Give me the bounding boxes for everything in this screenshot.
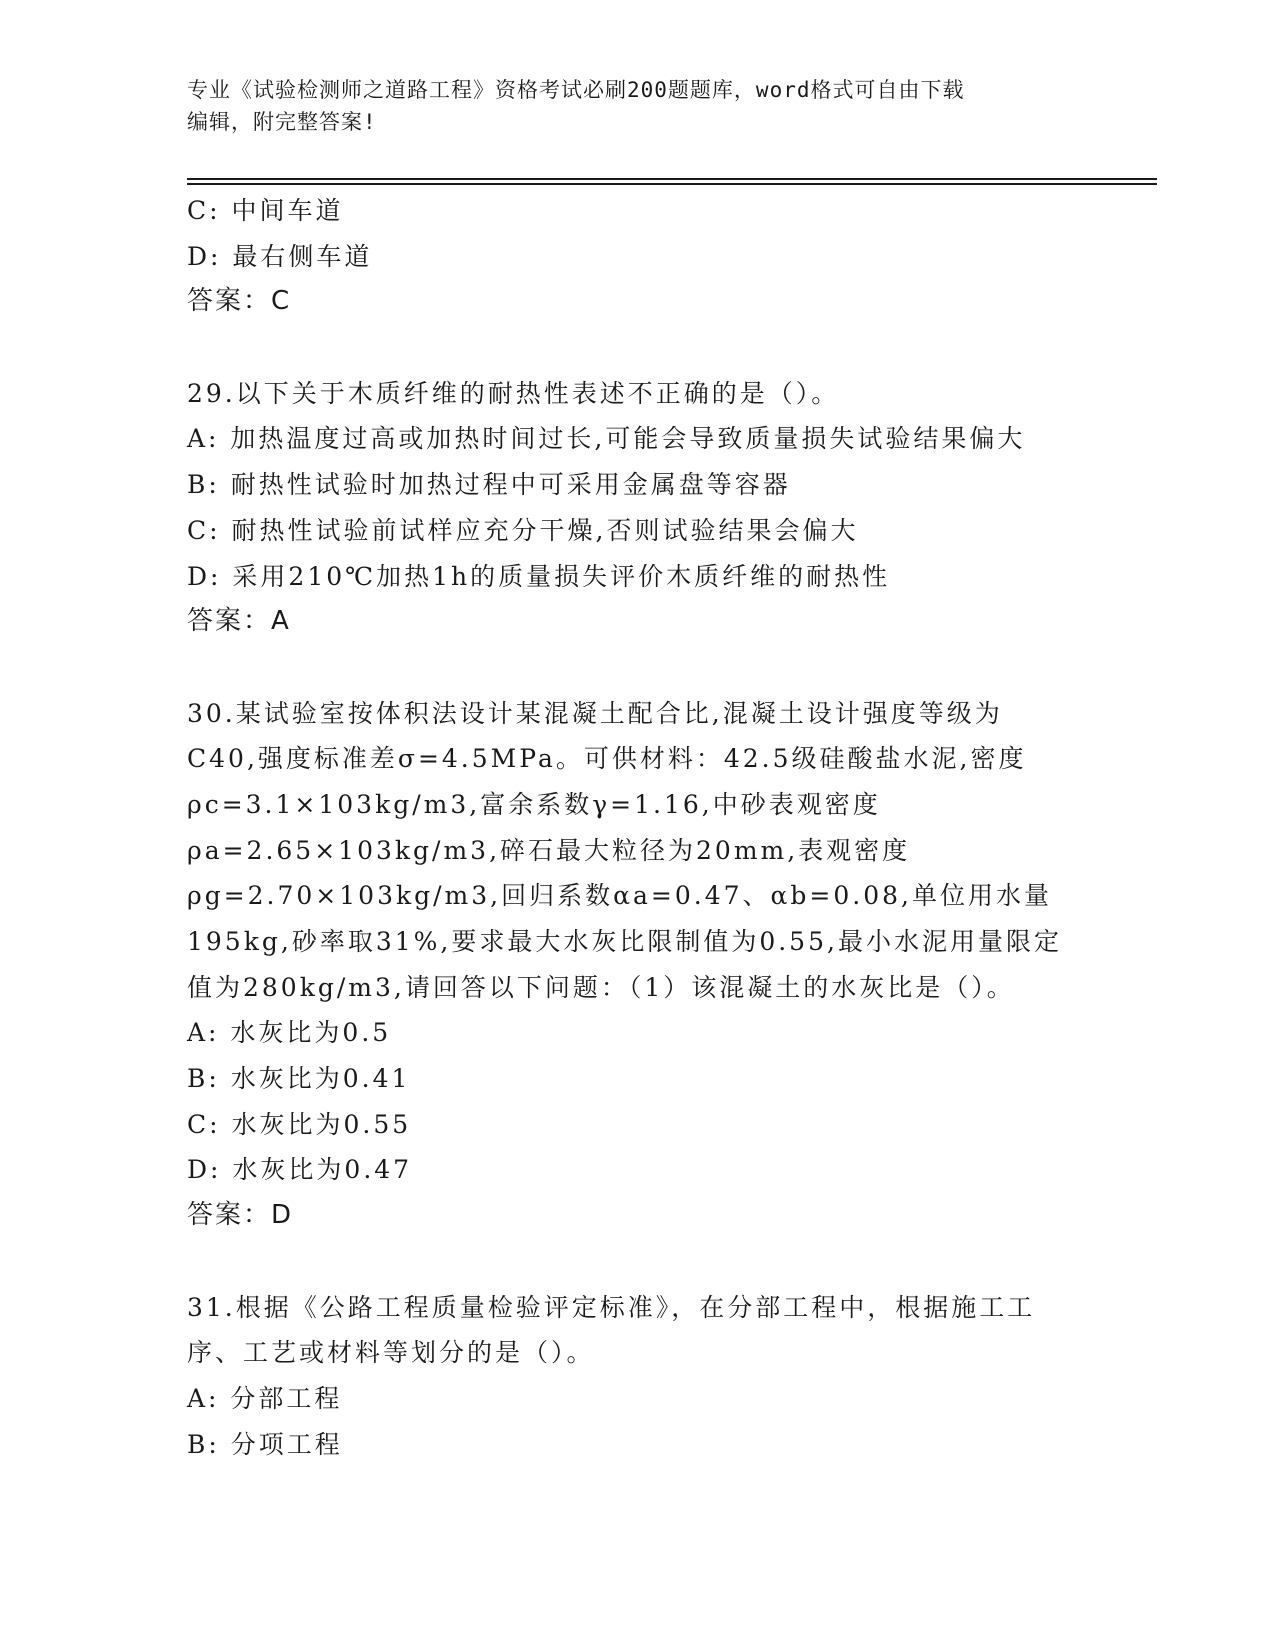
- header-line-1: 专业《试验检测师之道路工程》资格考试必刷200题题库，word格式可自由下载: [187, 78, 965, 102]
- answer-label: 答案：C: [187, 286, 292, 317]
- question-stem-line: C40,强度标准差σ=4.5MPa。可供材料：42.5级硅酸盐水泥,密度: [187, 744, 1027, 774]
- document-header: [187, 74, 1067, 138]
- question-stem-line: 30.某试验室按体积法设计某混凝土配合比,混凝土设计强度等级为: [187, 698, 1003, 728]
- question-stem-line: 31.根据《公路工程质量检验评定标准》，在分部工程中，根据施工工: [187, 1292, 1036, 1322]
- option-c: C: 水灰比为0.55: [187, 1109, 412, 1139]
- question-31: [187, 1285, 1087, 1468]
- question-stem-line: 值为280kg/m3,请回答以下问题：（1）该混凝土的水灰比是（）。: [187, 972, 1015, 1002]
- option-c: C: 耐热性试验前试样应充分干燥,否则试验结果会偏大: [187, 515, 859, 545]
- question-list: [187, 188, 1087, 1467]
- question-29: [187, 371, 1087, 645]
- answer-label: 答案：D: [187, 1200, 294, 1231]
- question-28: [187, 188, 1087, 325]
- question-stem-line: ρg=2.70×103kg/m3,回归系数αa=0.47、αb=0.08,单位用水量: [187, 881, 1052, 911]
- spacer: [187, 325, 1087, 371]
- option-b: B: 分项工程: [187, 1429, 343, 1459]
- option-b: B: 耐热性试验时加热过程中可采用金属盘等容器: [187, 470, 791, 500]
- header-divider-bottom: [187, 183, 1157, 185]
- answer-label: 答案：A: [187, 606, 291, 637]
- question-stem-line: 序、工艺或材料等划分的是（）。: [187, 1338, 595, 1368]
- option-d: D: 最右侧车道: [187, 241, 373, 271]
- option-d: D: 采用210℃加热1h的质量损失评价木质纤维的耐热性: [187, 561, 891, 591]
- question-stem-line: ρa=2.65×103kg/m3,碎石最大粒径为20mm,表观密度: [187, 835, 911, 865]
- spacer: [187, 1239, 1087, 1285]
- question-stem-line: ρc=3.1×103kg/m3,富余系数γ=1.16,中砂表观密度: [187, 789, 881, 819]
- question-stem-line: 195kg,砂率取31%,要求最大水灰比限制值为0.55,最小水泥用量限定: [187, 927, 1062, 956]
- option-d: D: 水灰比为0.47: [187, 1155, 413, 1185]
- option-a: A: 水灰比为0.5: [187, 1018, 392, 1048]
- header-divider-top: [187, 178, 1157, 180]
- option-c: C: 中间车道: [187, 196, 344, 225]
- spacer: [187, 645, 1087, 691]
- option-a: A: 分部工程: [187, 1383, 343, 1413]
- option-b: B: 水灰比为0.41: [187, 1064, 411, 1094]
- question-stem: 29.以下关于木质纤维的耐热性表述不正确的是（）。: [187, 378, 840, 408]
- option-a: A: 加热温度过高或加热时间过长,可能会导致质量损失试验结果偏大: [187, 424, 1026, 454]
- question-30: [187, 691, 1087, 1239]
- header-line-2: 编辑，附完整答案!: [187, 110, 377, 134]
